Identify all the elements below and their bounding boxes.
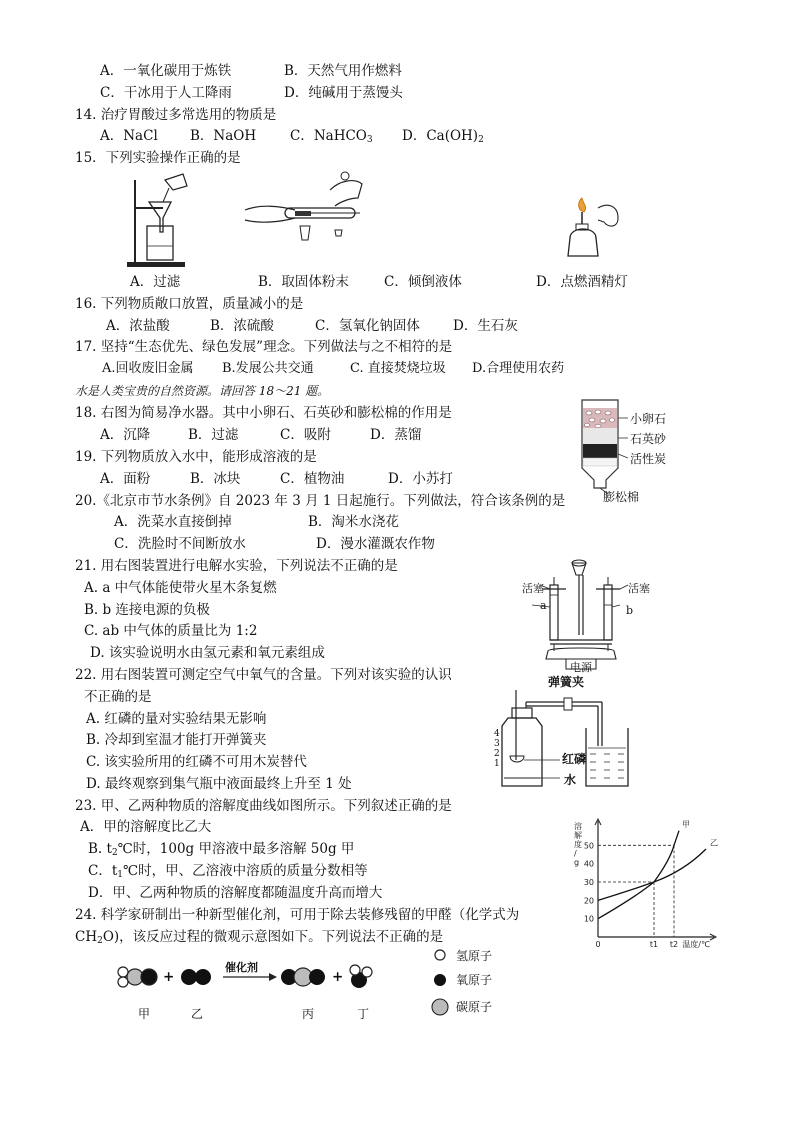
label-cotton: 膨松棉 [603, 490, 640, 504]
q23-option-d: D．甲、乙两种物质的溶解度都随温度升高而增大 [88, 885, 383, 901]
q13-option-a: A．一氧化碳用于炼铁 [100, 63, 232, 79]
label-valve-left: 活塞 [522, 582, 544, 595]
alcohol-lamp-figure [560, 198, 630, 270]
label-activated-carbon: 活性炭 [630, 452, 667, 466]
mark-1: 1 [494, 759, 500, 769]
q14-option-a: A．NaCl [100, 128, 158, 144]
label-power: 电源 [570, 661, 592, 674]
q14-option-d: D．$Ca(OH)_2$ [402, 128, 484, 145]
atom-legend [430, 945, 450, 1015]
y-tick-label: 30 [583, 878, 594, 887]
q20-option-b: B．淘米水浇花 [308, 514, 399, 530]
label-pebbles: 小卵石 [630, 412, 667, 426]
y-axis-title-char: g [574, 858, 580, 867]
legend-hydrogen: 氢原子 [456, 949, 493, 963]
q16-option-b: B．浓硫酸 [210, 318, 274, 334]
plus-2: + [332, 969, 344, 985]
q18-stem: 18. 右图为简易净水器。其中小卵石、石英砂和膨松棉的作用是 [75, 405, 452, 421]
q15-option-c: C．倾倒液体 [384, 274, 462, 290]
q21-option-d: D. 该实验说明水由氢元素和氧元素组成 [90, 645, 325, 661]
q15-stem: 15．下列实验操作正确的是 [75, 150, 241, 166]
q22-option-c: C. 该实验所用的红磷不可用木炭替代 [86, 754, 307, 770]
y-tick-label: 50 [583, 841, 594, 851]
y-tick-label: 40 [583, 859, 594, 869]
series-jia-line [598, 831, 679, 919]
q23-stem: 23. 甲、乙两种物质的溶解度曲线如图所示。下列叙述正确的是 [75, 798, 452, 814]
q16-option-d: D．生石灰 [453, 318, 518, 334]
y-axis-title-char: 度 [574, 840, 582, 849]
q21-option-c: C. ab 中气体的质量比为 1:2 [84, 623, 258, 639]
q21-stem: 21. 用右图装置进行电解水实验，下列说法不正确的是 [75, 558, 398, 574]
mark-2: 2 [494, 749, 500, 759]
q18-option-a: A．沉降 [100, 427, 151, 443]
q22-stem-cont: 不正确的是 [84, 689, 152, 705]
label-b: b [626, 604, 634, 617]
q22-option-a: A. 红磷的量对实验结果无影响 [86, 711, 267, 727]
q17-option-a: A.回收废旧金属 [102, 361, 194, 376]
mark-4: 4 [494, 729, 500, 739]
q14-option-c: C．NaHCO$_3$ [290, 128, 373, 145]
q24-stem: 24. 科学家研制出一种新型催化剂，可用于除去装修残留的甲醛（化学式为 [75, 907, 520, 923]
q22-stem: 22. 用右图装置可测定空气中氧气的含量。下列对该实验的认识 [75, 667, 452, 683]
q18-option-b: B．过滤 [188, 427, 239, 443]
q20-option-d: D．漫水灌溉农作物 [316, 536, 435, 552]
legend-oxygen: 氧原子 [456, 973, 493, 987]
q18-option-c: C．吸附 [280, 427, 331, 443]
x-tick-label: t2 [669, 940, 679, 949]
q15-option-d: D．点燃酒精灯 [536, 274, 628, 290]
q20-stem: 20.《北京市节水条例》自 2023 年 3 月 1 日起施行。下列做法，符合该条例的是 [75, 493, 566, 509]
label-valve-right: 活塞 [628, 582, 650, 595]
q15-option-a: A．过滤 [130, 274, 181, 290]
q17-option-b: B.发展公共交通 [222, 361, 314, 376]
q16-option-a: A．浓盐酸 [106, 318, 170, 334]
q20-option-c: C．洗脸时不间断放水 [114, 536, 246, 552]
q17-stem: 17. 坚持“生态优先、绿色发展”理念。下列做法与之不相符的是 [75, 339, 453, 355]
q19-option-a: A．面粉 [100, 471, 151, 487]
series-yi-line [598, 849, 706, 900]
q16-option-c: C．氢氧化钠固体 [315, 318, 420, 334]
q19-option-c: C．植物油 [280, 471, 345, 487]
q13-option-c: C．干冰用于人工降雨 [100, 85, 232, 101]
q21-option-a: A. a 中气体能使带火星木条复燃 [84, 580, 277, 596]
label-ding: 丁 [357, 1007, 370, 1021]
y-axis-title-char: 溶 [574, 822, 582, 831]
q19-option-b: B．冰块 [190, 471, 241, 487]
mark-3: 3 [494, 739, 500, 749]
q13-option-d: D．纯碱用于蒸馒头 [284, 85, 403, 101]
y-tick-label: 10 [583, 914, 594, 924]
electrolysis-figure [520, 555, 660, 675]
q16-stem: 16. 下列物质敞口放置，质量减小的是 [75, 296, 304, 312]
q15-option-b: B．取固体粉末 [258, 274, 349, 290]
label-red-phosphorus: 红磷 [562, 752, 587, 766]
q23-option-a: A．甲的溶解度比乙大 [80, 819, 212, 835]
label-a: a [540, 599, 547, 612]
series-yi-label: 乙 [710, 838, 718, 848]
q13-option-b: B．天然气用作燃料 [284, 63, 402, 79]
q22-option-b: B. 冷却到室温才能打开弹簧夹 [86, 732, 267, 748]
q23-option-b: B. $t_2℃$时，100g 甲溶液中最多溶解 50g 甲 [88, 841, 355, 858]
q23-option-c: C．$t_1℃$时，甲、乙溶液中溶质的质量分数相等 [88, 863, 368, 880]
q19-stem: 19. 下列物质放入水中，能形成溶液的是 [75, 449, 317, 465]
q18-option-d: D．蒸馏 [370, 427, 422, 443]
y-axis-title-char: 解 [574, 831, 582, 840]
catalyst-label: 催化剂 [225, 961, 258, 974]
label-bing: 丙 [302, 1007, 315, 1021]
series-jia-label: 甲 [682, 820, 690, 829]
legend-carbon: 碳原子 [456, 1000, 493, 1014]
plus-1: + [163, 969, 175, 985]
label-yi: 乙 [191, 1007, 204, 1021]
filtration-figure [125, 170, 195, 270]
solubility-chart [570, 815, 730, 950]
q20-option-a: A．洗菜水直接倒掉 [114, 514, 232, 530]
x-tick-label: t1 [649, 940, 659, 949]
q22-option-d: D. 最终观察到集气瓶中液面最终上升至 1 处 [86, 776, 352, 792]
q19-option-d: D．小苏打 [388, 471, 453, 487]
label-water: 水 [564, 773, 577, 787]
label-quartz-sand: 石英砂 [630, 432, 667, 446]
q17-option-c: C. 直接焚烧垃圾 [350, 361, 446, 376]
y-tick-label: 20 [583, 896, 594, 906]
x-axis-title: 温度/℃ [682, 940, 710, 949]
y-axis-title-char: / [574, 849, 577, 858]
section-intro: 水是人类宝贵的自然资源。请回答 18～21 题。 [75, 384, 330, 398]
powder-sampling-figure [240, 168, 380, 243]
q14-option-b: B．NaOH [190, 128, 257, 144]
q17-option-d: D.合理使用农药 [472, 361, 565, 376]
q21-option-b: B. b 连接电源的负极 [84, 602, 210, 618]
label-jia: 甲 [138, 1007, 151, 1021]
q14-stem: 14. 治疗胃酸过多常选用的物质是 [75, 107, 277, 123]
x-tick-label: 0 [595, 940, 601, 949]
q24-stem-cont: $CH_2O$)，该反应过程的微观示意图如下。下列说法不正确的是 [75, 929, 444, 946]
label-spring-clip: 弹簧夹 [548, 675, 585, 689]
